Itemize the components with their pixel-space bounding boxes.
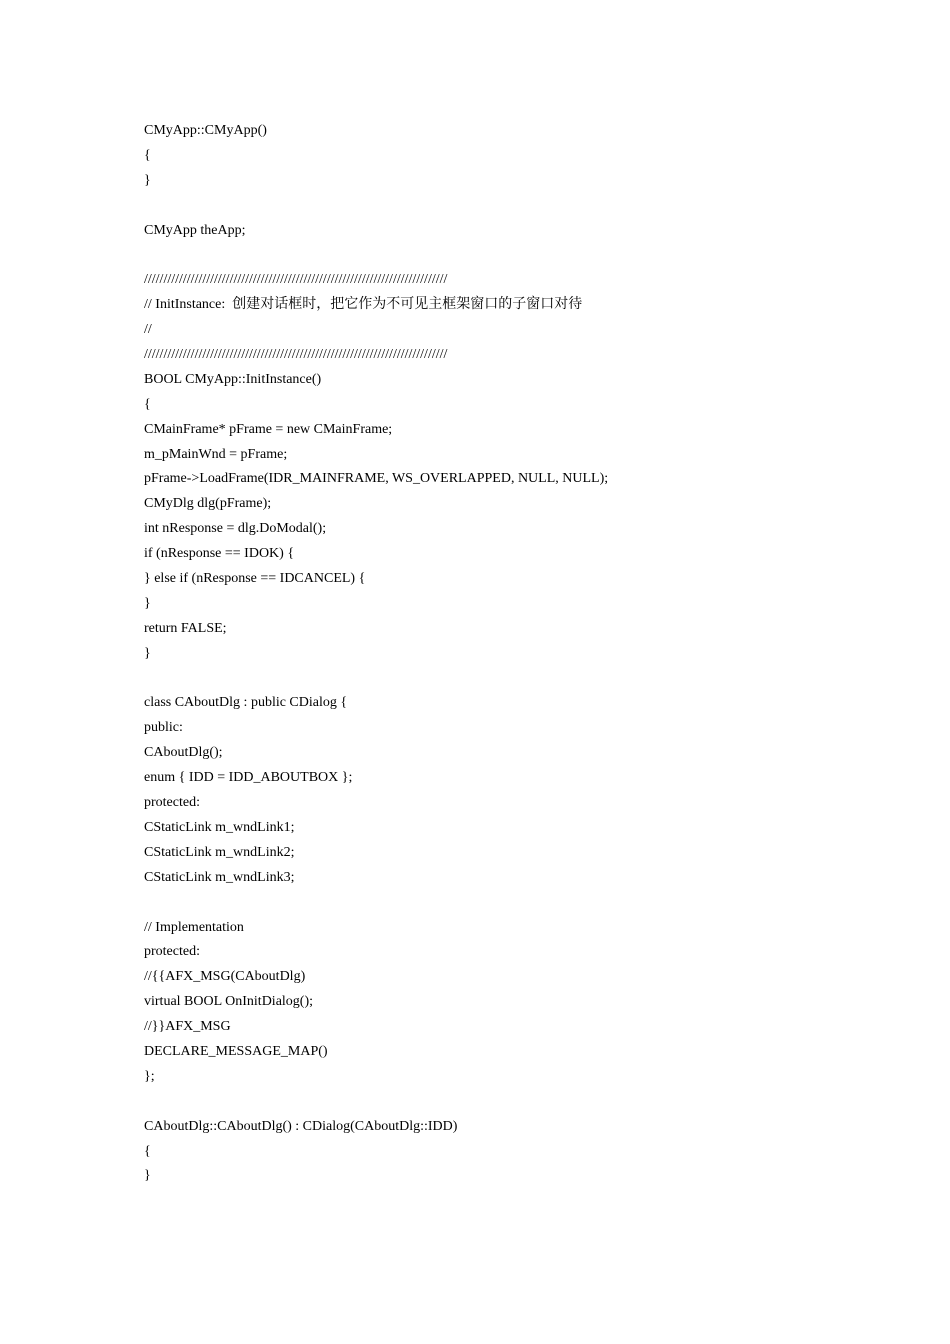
code-line: CStaticLink m_wndLink3; [144, 869, 295, 885]
code-line: DECLARE_MESSAGE_MAP() [144, 1043, 328, 1059]
code-line: public: [144, 720, 183, 736]
code-line: { [144, 396, 151, 412]
code-line: { [144, 1143, 151, 1159]
blank-line [144, 194, 608, 219]
code-line: //{{AFX_MSG(CAboutDlg) [144, 969, 306, 985]
code-line: m_pMainWnd = pFrame; [144, 446, 288, 462]
code-line: //}}AFX_MSG [144, 1019, 231, 1035]
code-line: // [144, 322, 152, 338]
code-line: CAboutDlg(); [144, 745, 223, 761]
code-line: // Implementation [144, 919, 244, 935]
code-line: protected: [144, 944, 200, 960]
blank-line [144, 1090, 608, 1115]
code-line: class CAboutDlg : public CDialog { [144, 695, 348, 711]
code-line: { [144, 147, 151, 163]
code-line: CAboutDlg::CAboutDlg() : CDialog(CAboutDlg::IDD) [144, 1118, 458, 1134]
code-line: ////////////////////////////////////////////////////////////////////////////// [144, 272, 448, 288]
blank-line [144, 891, 608, 916]
code-line: protected: [144, 795, 200, 811]
code-line: int nResponse = dlg.DoModal(); [144, 521, 327, 537]
code-line: } [144, 645, 151, 661]
code-line: } else if (nResponse == IDCANCEL) { [144, 571, 366, 587]
code-line: } [144, 1168, 151, 1184]
code-line: if (nResponse == IDOK) { [144, 546, 295, 562]
code-line: ////////////////////////////////////////////////////////////////////////////// [144, 347, 448, 363]
code-line: } [144, 595, 151, 611]
code-line: } [144, 172, 151, 188]
code-line: BOOL CMyApp::InitInstance() [144, 371, 322, 387]
code-line: CMainFrame* pFrame = new CMainFrame; [144, 421, 393, 437]
code-line: CStaticLink m_wndLink1; [144, 819, 295, 835]
code-line: CStaticLink m_wndLink2; [144, 844, 295, 860]
code-line: return FALSE; [144, 620, 227, 636]
code-line: CMyDlg dlg(pFrame); [144, 496, 272, 512]
code-line: virtual BOOL OnInitDialog(); [144, 994, 314, 1010]
code-line: }; [144, 1068, 155, 1084]
code-line: CMyApp theApp; [144, 222, 246, 238]
code-line: pFrame->LoadFrame(IDR_MAINFRAME, WS_OVERLAPPED, NULL, NULL); [144, 471, 609, 487]
code-line: // InitInstance: 创建对话框时，把它作为不可见主框架窗口的子窗口对待 [144, 297, 583, 313]
code-line: enum { IDD = IDD_ABOUTBOX }; [144, 770, 353, 786]
blank-line [144, 243, 608, 268]
blank-line [144, 667, 608, 692]
code-listing [144, 119, 608, 1189]
code-line: CMyApp::CMyApp() [144, 123, 267, 138]
